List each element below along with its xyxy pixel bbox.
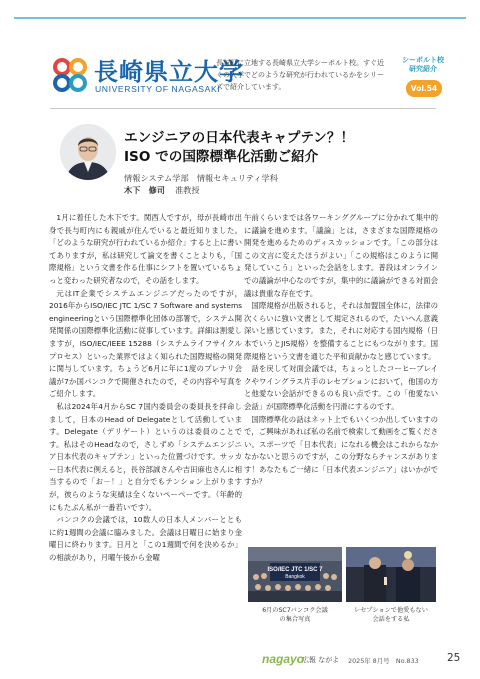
- author-portrait: [60, 124, 116, 180]
- top-rule: [14, 17, 466, 19]
- author-department: 情報システム学部 情報セキュリティ学科: [124, 173, 278, 183]
- volume-badge: Vol.54: [406, 80, 442, 97]
- series-label-line1: シーボルト校: [402, 56, 444, 64]
- series-label-line2: 研究紹介: [409, 65, 437, 73]
- footer-brand-logo: nagayo: [262, 652, 305, 666]
- author-rank: 准教授: [174, 185, 200, 195]
- university-name-en: UNIVERSITY OF NAGASAKI: [95, 84, 221, 94]
- photo-sign-text: ISO/IEC JTC 1/SC 7: [267, 567, 323, 573]
- university-name-jp: 長崎県立大学: [94, 59, 244, 86]
- body-paragraph: バンコクの会議では，10数人の日本人メンバーとともに約1週間の会議に臨みました。会議は日曜日に始まり金曜日に終わります。日月と「この1週間で何を決めるか」の相談があり，月曜午後から金曜: [49, 515, 242, 563]
- caption-line: 6月のSC7バンコク会議: [262, 607, 328, 614]
- university-logo-icon: [52, 57, 88, 93]
- page-number: 25: [447, 652, 461, 664]
- body-paragraph: 1月に着任した木下です。関西人ですが，母が長崎市出身で長与町内にも親戚が住んでいると最近知りました。「どのような研究が行われているか紹介」すると上に書いてありますが，私は研究して論文を書くことよりも，「国際規格」という文書を作る仕事にシフトを置いているちょっと変わった研究者なので，その話をします。: [49, 213, 242, 285]
- body-column-right: [244, 212, 438, 489]
- body-paragraph: 国際標準化の話はネット上でもいくつか出していますので，ご興味があれば私の名前で検索して動画をご覧ください。スポーツで「日本代表」になれる機会はこれからなかなかないと思うのですが，この分野ならチャンスがあります！あなたもご一緒に「日本代表エンジニア」はいかがですか？: [244, 414, 438, 487]
- body-paragraph: 国際規格が出版されると，それは加盟国全体に，法律の次くらいに強い文書として規定されるので，たいへん意義深いと感じています。また，それに対応する国内規格（日本でいうとJIS規格）を整備することにもつながります。国際規格という文書を通じた平和貢献かなと感じています。: [244, 301, 438, 361]
- reception-photo-caption: [346, 607, 436, 624]
- photo-sign-subtext: Bangkok: [285, 574, 305, 580]
- author-name: 木下 修司: [124, 185, 165, 195]
- reception-photo: [346, 547, 436, 602]
- caption-line: 会話をする私: [372, 615, 410, 623]
- body-paragraph: 話を戻して対面会議では，ちょっとしたコーヒーブレイクやワイングラス片手のレセプションにおいて，他国の方と他愛ない会話ができるのも良い点です。この「他愛ない会話」が国際標準化活動を円滑にするのです。: [244, 364, 438, 411]
- author-line: [124, 185, 200, 196]
- group-photo-caption: [248, 607, 342, 624]
- body-paragraph: 私は2024年4月からSC 7国内委員会の委員長を拝命しまして，日本のHead of Delegateとして活動しています。Delegate（デリゲート）というのは委員のことです。私はそのHeadなので，さしずめ「システムエンジニア日本代表のキャプテン」といった位置づけです。サッカー日本代表に例えると，長谷部誠さんや吉田麻也さんに相当するので「お－！」と自分でもテンション上がりますが，彼らのような実績は全くないペーペーです。（年齢的にもたぶん私が一番若いです）。: [49, 401, 242, 512]
- body-paragraph: 午前くらいまでは各ワーキンググループに分かれて集中的に議論を進めます。「議論」とは，さまざまな国際規格の開発を進めるためのディスカッションです。「この部分はこの文言に変えたほうがよい」「この規格はこのように開発していこう」といった会話をします。普段はオンラインでの議論が中心なのですが，集中的に議論ができる対面会議は貴重な存在です。: [244, 213, 438, 298]
- article-title-line2: ISO での国際標準化活動ご紹介: [124, 149, 319, 165]
- series-label: [398, 56, 448, 74]
- footer-magazine-name: 広報 ながよ: [302, 656, 340, 664]
- footer-issue-info: 2025年 8月号 No.833: [348, 657, 419, 665]
- caption-line: の集合写真: [279, 615, 311, 623]
- body-column-left: [49, 212, 242, 650]
- body-paragraph: 元はIT企業でシステムエンジニアだったのですが，2016年からISO/IEC JTC 1/SC 7 Software and systems engineeringという国際標準化団体の部署で，システム開発関係の国際標準化活動に従事しています。詳細は割愛しますが，ISO/IEC/IEEE 15288（システムライフサイクルプロセス）といった業界ではよく知られた国際規格の開発に関与しています。ちょうど6月に年に1度のプレナリ会議が7か国パンコクで開催されたので，その内容や写真をご紹介します。: [49, 288, 242, 399]
- header-divider: [50, 108, 436, 109]
- article-title-line1: エンジニアの日本代表キャプテン？！: [124, 130, 355, 146]
- series-intro-text: 長与町に立地する長崎県立大学シーボルト校。すぐ近くの大学でどのような研究が行われているかをシリーズで紹介しています。: [216, 59, 384, 91]
- caption-line: レセプションで他愛もない: [354, 607, 428, 614]
- group-photo: [248, 547, 342, 602]
